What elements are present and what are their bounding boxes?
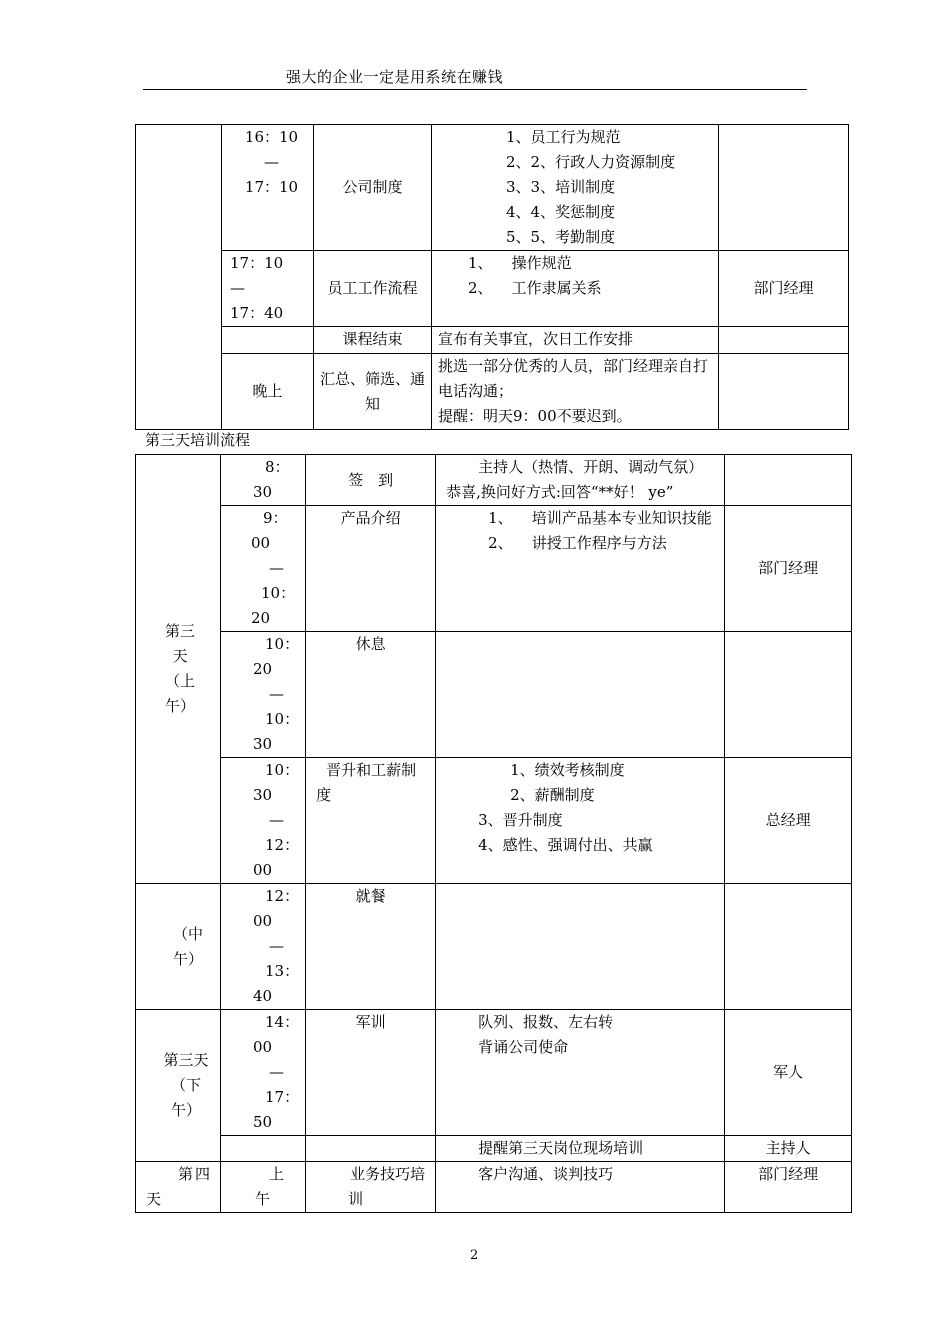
time-text: 午: [255, 1190, 271, 1208]
time-cell: [222, 125, 314, 251]
table-row: [136, 1136, 852, 1162]
day-label: （中午）: [172, 924, 203, 968]
time-text: —: [264, 153, 279, 171]
content-line: 1、 操作规范: [468, 254, 572, 272]
content-line: 3、晋升制度: [478, 811, 563, 829]
time-cell: [222, 251, 314, 327]
topic-cell: [306, 1162, 436, 1213]
content-line: 挑选一部分优秀的人员，部门经理亲自打电话沟通；: [438, 357, 709, 400]
day-cell-noon: [136, 884, 221, 1010]
time-cell: [221, 1162, 306, 1213]
time-text: 10：: [261, 584, 296, 602]
time-cell: [221, 1010, 306, 1136]
topic-cell: 休息: [306, 632, 436, 758]
time-cell: [221, 455, 306, 506]
time-text: 12：: [265, 887, 300, 905]
content-line: 3、3、培训制度: [506, 178, 616, 196]
time-text: 14：: [265, 1013, 300, 1031]
day-cell-afternoon: [136, 1010, 221, 1162]
time-text: 17：: [265, 1088, 300, 1106]
table-row: [136, 884, 852, 1010]
time-cell: [221, 632, 306, 758]
time-text: 上: [269, 1165, 285, 1183]
topic-cell: 签 到: [306, 455, 436, 506]
time-cell: [221, 1136, 306, 1162]
topic-text: 晋升和工薪制度: [316, 761, 417, 804]
time-text: 40: [253, 987, 273, 1005]
time-text: 50: [253, 1113, 273, 1131]
topic-cell: 课程结束: [314, 327, 432, 354]
content-line: 2、2、行政人力资源制度: [506, 153, 676, 171]
table-row: [136, 125, 849, 251]
time-text: 9：: [263, 509, 288, 527]
time-text: —: [269, 559, 284, 577]
person-cell: 总经理: [725, 758, 852, 884]
table-row: [136, 327, 849, 354]
schedule-table-day-three: [135, 454, 852, 1213]
content-line: 5、5、考勤制度: [506, 228, 616, 246]
time-text: 17：10: [230, 254, 284, 272]
table-row: [136, 455, 852, 506]
table-row: [136, 758, 852, 884]
content-line: 提醒：明天9：00不要迟到。: [438, 407, 632, 425]
time-cell: 晚上: [222, 354, 314, 430]
person-cell: [719, 354, 849, 430]
day-label: 第三天（上午）: [164, 622, 195, 715]
time-text: —: [269, 685, 284, 703]
person-cell: [725, 884, 852, 1010]
time-text: 20: [251, 609, 271, 627]
person-cell: 军人: [725, 1010, 852, 1136]
topic-cell: 员工工作流程: [314, 251, 432, 327]
topic-cell: 军训: [306, 1010, 436, 1136]
content-line: 恭喜,换问好方式:回答“**好！ ye”: [446, 483, 674, 501]
section-label: 第三天培训流程: [145, 431, 251, 449]
topic-cell: [314, 354, 432, 430]
content-cell: 客户沟通、谈判技巧: [436, 1162, 725, 1213]
time-text: 10：: [265, 761, 300, 779]
table-row: [136, 506, 852, 632]
person-cell: [725, 455, 852, 506]
day-cell: [136, 125, 222, 430]
day-label: 第三天（下午）: [163, 1051, 209, 1119]
person-cell: 部门经理: [725, 1162, 852, 1213]
content-cell: [432, 354, 719, 430]
content-line: 1、员工行为规范: [506, 128, 621, 146]
content-line: 背诵公司使命: [478, 1038, 569, 1056]
header-rule: [143, 89, 807, 90]
day-cell-four: [136, 1162, 221, 1213]
topic-cell: 产品介绍: [306, 506, 436, 632]
content-line: 2、 工作隶属关系: [468, 279, 602, 297]
page-number: 2: [470, 1248, 479, 1263]
table-row: [136, 354, 849, 430]
time-text: 00: [253, 861, 273, 879]
content-cell: [436, 884, 725, 1010]
person-cell: 主持人: [725, 1136, 852, 1162]
time-text: 00: [253, 912, 273, 930]
table-row: [136, 632, 852, 758]
content-line: 2、 讲授工作程序与方法: [488, 534, 667, 552]
person-cell: [719, 327, 849, 354]
content-cell: 宣布有关事宜，次日工作安排: [432, 327, 719, 354]
time-text: 16：10: [244, 128, 299, 146]
schedule-table-day-two: [135, 124, 849, 430]
time-text: 12：: [265, 836, 300, 854]
time-text: 00: [253, 1038, 273, 1056]
time-text: 20: [253, 660, 273, 678]
time-cell: [221, 758, 306, 884]
content-cell: [436, 758, 725, 884]
time-text: 30: [253, 735, 273, 753]
content-cell: [432, 251, 719, 327]
content-line: 4、感性、强调付出、共赢: [478, 836, 653, 854]
time-text: —: [269, 811, 284, 829]
content-cell: [436, 455, 725, 506]
time-text: —: [269, 937, 284, 955]
time-text: 10：: [265, 710, 300, 728]
person-cell: 部门经理: [725, 506, 852, 632]
topic-cell: 就餐: [306, 884, 436, 1010]
time-text: 8：: [265, 458, 290, 476]
content-line: 主持人（热情、开朗、调动气氛）: [478, 458, 704, 476]
time-text: 10：: [265, 635, 300, 653]
person-cell: 部门经理: [719, 251, 849, 327]
table-row: [136, 1162, 852, 1213]
time-text: 30: [253, 483, 273, 501]
table-row: [136, 1010, 852, 1136]
day-label: 第四天: [146, 1165, 213, 1208]
content-line: 2、薪酬制度: [510, 786, 595, 804]
person-cell: [725, 632, 852, 758]
content-cell: [436, 506, 725, 632]
content-cell: 提醒第三天岗位现场培训: [436, 1136, 725, 1162]
time-text: 00: [251, 534, 271, 552]
table-row: [136, 251, 849, 327]
content-line: 4、4、奖惩制度: [506, 203, 616, 221]
time-text: —: [230, 279, 245, 297]
topic-cell: 公司制度: [314, 125, 432, 251]
content-line: 1、绩效考核制度: [510, 761, 625, 779]
time-text: —: [269, 1063, 284, 1081]
content-cell: [436, 1010, 725, 1136]
time-text: 13：: [265, 962, 300, 980]
header-title: 强大的企业一定是用系统在赚钱: [286, 68, 504, 86]
person-cell: [719, 125, 849, 251]
content-line: 1、 培训产品基本专业知识技能: [488, 509, 712, 527]
topic-cell: [306, 758, 436, 884]
content-cell: [436, 632, 725, 758]
content-line: 队列、报数、左右转: [478, 1013, 614, 1031]
topic-cell: [306, 1136, 436, 1162]
time-text: 30: [253, 786, 273, 804]
day-cell-morning: [136, 455, 221, 884]
time-text: 17：40: [230, 304, 284, 322]
time-text: 17：10: [244, 178, 299, 196]
time-cell: [221, 506, 306, 632]
topic-text: 汇总、筛选、通知: [320, 369, 426, 413]
time-cell: [222, 327, 314, 354]
content-cell: [432, 125, 719, 251]
time-cell: [221, 884, 306, 1010]
topic-text: 业务技巧培训: [348, 1165, 426, 1208]
